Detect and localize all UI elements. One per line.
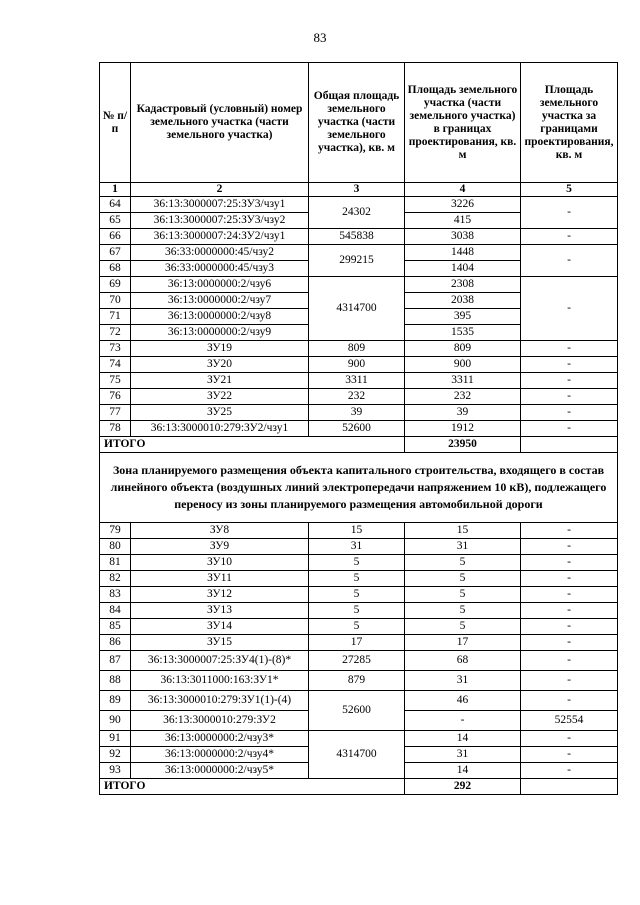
table-row [100, 341, 618, 357]
area-inside: 14 [405, 763, 521, 779]
area-inside: 809 [405, 341, 521, 357]
total-row [100, 779, 618, 795]
row-number: 81 [100, 555, 131, 571]
area-outside: - [521, 523, 618, 539]
area-inside: 3226 [405, 197, 521, 213]
row-number: 77 [100, 405, 131, 421]
section-row [100, 453, 618, 523]
area-outside: 52554 [521, 711, 618, 731]
col-number-5: 5 [521, 183, 618, 197]
area-inside: 1448 [405, 245, 521, 261]
row-number: 64 [100, 197, 131, 213]
row-number: 78 [100, 421, 131, 437]
area-outside: - [521, 539, 618, 555]
total-area: 809 [309, 341, 405, 357]
row-number: 91 [100, 731, 131, 747]
total-area: 299215 [309, 245, 405, 277]
header-area-inside: Площадь земельного участка (части земельного участка) в границах проектирования, кв. м [405, 63, 521, 183]
area-inside: 1535 [405, 325, 521, 341]
row-number: 92 [100, 747, 131, 763]
table-row [100, 357, 618, 373]
header-cadastral: Кадастровый (условный) номер земельного участка (части земельного участка) [131, 63, 309, 183]
cadastral-number: 36:13:0000000:2/чзу5* [131, 763, 309, 779]
area-outside: - [521, 603, 618, 619]
table-row [100, 197, 618, 213]
table-row [100, 587, 618, 603]
area-outside: - [521, 571, 618, 587]
cadastral-number: 36:13:0000000:2/чзу6 [131, 277, 309, 293]
row-number: 80 [100, 539, 131, 555]
area-inside: 68 [405, 651, 521, 671]
total-area: 52600 [309, 421, 405, 437]
area-inside: 232 [405, 389, 521, 405]
row-number: 86 [100, 635, 131, 651]
area-outside: - [521, 373, 618, 389]
total-area: 3311 [309, 373, 405, 389]
cadastral-number: ЗУ13 [131, 603, 309, 619]
total-area: 17 [309, 635, 405, 651]
row-number: 66 [100, 229, 131, 245]
cadastral-number: 36:13:0000000:2/чзу4* [131, 747, 309, 763]
total-row [100, 437, 618, 453]
row-number: 83 [100, 587, 131, 603]
total-value: 292 [405, 779, 521, 795]
total-area: 900 [309, 357, 405, 373]
area-inside: 1404 [405, 261, 521, 277]
cadastral-number: 36:13:0000000:2/чзу8 [131, 309, 309, 325]
cadastral-number: 36:33:0000000:45/чзу2 [131, 245, 309, 261]
row-number: 71 [100, 309, 131, 325]
total-area: 545838 [309, 229, 405, 245]
area-inside: 5 [405, 603, 521, 619]
total-area: 5 [309, 555, 405, 571]
area-inside: 2038 [405, 293, 521, 309]
row-number: 82 [100, 571, 131, 587]
cadastral-number: ЗУ10 [131, 555, 309, 571]
area-outside: - [521, 389, 618, 405]
cadastral-number: ЗУ12 [131, 587, 309, 603]
area-outside: - [521, 229, 618, 245]
cadastral-number: ЗУ19 [131, 341, 309, 357]
cadastral-number: ЗУ20 [131, 357, 309, 373]
area-inside: 46 [405, 691, 521, 711]
row-number: 89 [100, 691, 131, 711]
total-value: 23950 [405, 437, 521, 453]
table-row [100, 277, 618, 293]
area-inside: 5 [405, 571, 521, 587]
cadastral-number: 36:13:0000000:2/чзу9 [131, 325, 309, 341]
row-number: 70 [100, 293, 131, 309]
total-area: 52600 [309, 691, 405, 731]
area-outside: - [521, 405, 618, 421]
page-number: 83 [313, 30, 327, 45]
total-area: 39 [309, 405, 405, 421]
cadastral-number: ЗУ15 [131, 635, 309, 651]
total-area: 31 [309, 539, 405, 555]
col-number-2: 2 [131, 183, 309, 197]
cadastral-number: ЗУ8 [131, 523, 309, 539]
area-outside: - [521, 691, 618, 711]
total-area: 5 [309, 619, 405, 635]
area-inside: 15 [405, 523, 521, 539]
header-number: № п/п [100, 63, 131, 183]
area-outside: - [521, 341, 618, 357]
area-inside: 39 [405, 405, 521, 421]
row-number: 76 [100, 389, 131, 405]
row-number: 69 [100, 277, 131, 293]
area-outside: - [521, 635, 618, 651]
section-title: Зона планируемого размещения объекта капитального строительства, входящего в состав линейного объекта (воздушных линий электропередачи напряжением 10 кВ), подлежащего переносу из зоны планируемого размещения автомобильной дороги [100, 453, 618, 523]
row-number: 85 [100, 619, 131, 635]
row-number: 87 [100, 651, 131, 671]
table-row [100, 405, 618, 421]
row-number: 74 [100, 357, 131, 373]
table-row [100, 635, 618, 651]
cadastral-number: 36:13:3000010:279:ЗУ2 [131, 711, 309, 731]
total-area: 4314700 [309, 731, 405, 779]
cadastral-number: ЗУ25 [131, 405, 309, 421]
table-row [100, 373, 618, 389]
total-empty-cell [521, 779, 618, 795]
table-row [100, 421, 618, 437]
row-number: 65 [100, 213, 131, 229]
total-area: 15 [309, 523, 405, 539]
cadastral-number: ЗУ21 [131, 373, 309, 389]
land-plots-table [99, 62, 618, 795]
area-inside: 2308 [405, 277, 521, 293]
total-area: 5 [309, 571, 405, 587]
total-area: 4314700 [309, 277, 405, 341]
col-number-4: 4 [405, 183, 521, 197]
area-inside: 5 [405, 555, 521, 571]
cadastral-number: 36:13:3011000:163:ЗУ1* [131, 671, 309, 691]
row-number: 90 [100, 711, 131, 731]
area-inside: 415 [405, 213, 521, 229]
total-label: ИТОГО [100, 437, 405, 453]
area-outside: - [521, 619, 618, 635]
area-inside: 31 [405, 671, 521, 691]
cadastral-number: ЗУ14 [131, 619, 309, 635]
table-row [100, 691, 618, 711]
row-number: 93 [100, 763, 131, 779]
cadastral-number: 36:13:0000000:2/чзу3* [131, 731, 309, 747]
cadastral-number: 36:13:3000007:24:ЗУ2/чзу1 [131, 229, 309, 245]
cadastral-number: 36:13:0000000:2/чзу7 [131, 293, 309, 309]
total-area: 27285 [309, 651, 405, 671]
area-outside: - [521, 763, 618, 779]
table-row [100, 555, 618, 571]
cadastral-number: 36:33:0000000:45/чзу3 [131, 261, 309, 277]
table-row [100, 539, 618, 555]
row-number: 67 [100, 245, 131, 261]
row-number: 72 [100, 325, 131, 341]
area-outside: - [521, 555, 618, 571]
row-number: 84 [100, 603, 131, 619]
cadastral-number: ЗУ22 [131, 389, 309, 405]
row-number: 75 [100, 373, 131, 389]
area-outside: - [521, 421, 618, 437]
total-area: 5 [309, 603, 405, 619]
table-row [100, 229, 618, 245]
cadastral-number: ЗУ11 [131, 571, 309, 587]
area-outside: - [521, 587, 618, 603]
area-inside: - [405, 711, 521, 731]
area-outside: - [521, 197, 618, 229]
area-outside: - [521, 671, 618, 691]
area-inside: 5 [405, 587, 521, 603]
area-outside: - [521, 357, 618, 373]
table-row [100, 571, 618, 587]
area-inside: 3311 [405, 373, 521, 389]
header-area-outside: Площадь земельного участка за границами проектирования, кв. м [521, 63, 618, 183]
cadastral-number: 36:13:3000007:25:ЗУ3/чзу1 [131, 197, 309, 213]
header-total-area: Общая площадь земельного участка (части земельного участка), кв. м [309, 63, 405, 183]
cadastral-number: 36:13:3000010:279:ЗУ2/чзу1 [131, 421, 309, 437]
row-number: 73 [100, 341, 131, 357]
cadastral-number: 36:13:3000007:25:ЗУ4(1)-(8)* [131, 651, 309, 671]
total-label: ИТОГО [100, 779, 405, 795]
row-number: 88 [100, 671, 131, 691]
total-empty-cell [521, 437, 618, 453]
area-outside: - [521, 277, 618, 341]
area-inside: 900 [405, 357, 521, 373]
col-number-3: 3 [309, 183, 405, 197]
area-inside: 395 [405, 309, 521, 325]
total-area: 232 [309, 389, 405, 405]
cadastral-number: ЗУ9 [131, 539, 309, 555]
col-number-1: 1 [100, 183, 131, 197]
row-number: 68 [100, 261, 131, 277]
table-row [100, 731, 618, 747]
total-area: 24302 [309, 197, 405, 229]
area-outside: - [521, 651, 618, 671]
area-inside: 14 [405, 731, 521, 747]
table-row [100, 603, 618, 619]
area-inside: 31 [405, 747, 521, 763]
area-inside: 3038 [405, 229, 521, 245]
total-area: 879 [309, 671, 405, 691]
table-row [100, 523, 618, 539]
area-inside: 31 [405, 539, 521, 555]
table-row [100, 619, 618, 635]
cadastral-number: 36:13:3000007:25:ЗУ3/чзу2 [131, 213, 309, 229]
row-number: 79 [100, 523, 131, 539]
area-inside: 17 [405, 635, 521, 651]
table-row [100, 245, 618, 261]
area-outside: - [521, 245, 618, 277]
cadastral-number: 36:13:3000010:279:ЗУ1(1)-(4) [131, 691, 309, 711]
table-row [100, 389, 618, 405]
table-row [100, 671, 618, 691]
area-inside: 5 [405, 619, 521, 635]
area-outside: - [521, 747, 618, 763]
area-inside: 1912 [405, 421, 521, 437]
area-outside: - [521, 731, 618, 747]
total-area: 5 [309, 587, 405, 603]
table-row [100, 651, 618, 671]
